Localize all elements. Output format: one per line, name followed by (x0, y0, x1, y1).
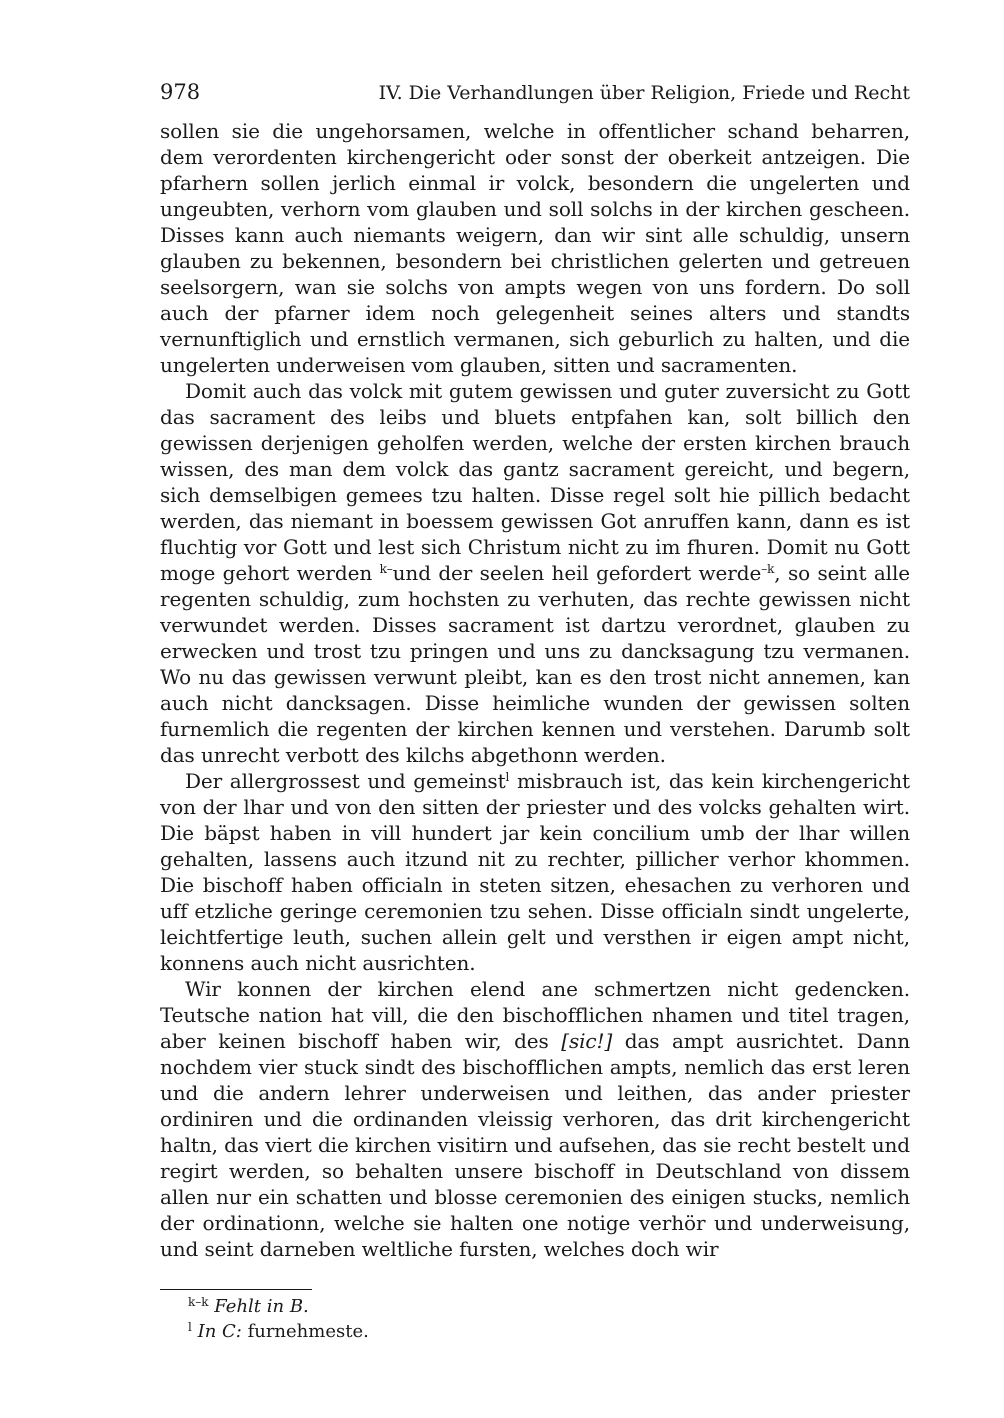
footnote-marker-l: l (505, 770, 510, 784)
footnote-divider (160, 1289, 312, 1290)
running-title: IV. Die Verhandlungen über Religion, Friede und Recht (378, 82, 910, 104)
footnote-marker-k-open: k– (379, 562, 393, 576)
page (160, 78, 910, 1344)
footnote-italic: Fehlt in B. (214, 1296, 309, 1317)
footnote-text: furnehmeste. (241, 1321, 369, 1342)
paragraph-text: Domit auch das volck mit gutem gewissen und guter zuversicht zu Gott das sacrament des leibs und bluets entpfahen kan, solt billich den gewissen derjenigen geholfen werden, welche der ersten kirchen brauch wissen, des man dem volck das gantz sacrament gereicht, und begern, sich demselbigen gemees tzu halten. Disse regel solt hie pillich bedacht werden, das niemant in boessem gewissen Got anruffen kann, dann es ist fluchtig vor Gott und lest sich Christum nicht zu im fhuren. Domit nu Gott moge gehort werden (160, 379, 910, 585)
footnote-l (188, 1319, 910, 1344)
main-text (160, 118, 910, 1262)
paragraph-3 (160, 768, 910, 976)
paragraph-text: Der allergrossest und gemeinst (185, 769, 506, 793)
running-head (160, 78, 910, 118)
paragraph-text: misbrauch ist, das kein kirchengericht von der lhar und von den sitten der priester und des volcks gehalten wirt. Die bäpst haben in vill hundert jar kein concilium umb der lhar willen gehalten, lassens auch itzund nit zu rechter, pillicher verhor khommen. Die bischoff haben officialn in steten sitzen, ehesachen zu verhoren und uff etzliche geringe ceremonien tzu sehen. Disse officialn sindt ungelerte, leichtfertige leuth, suchen allein gelt und versthen ir eigen ampt nicht, konnens auch nicht ausrichten. (160, 769, 910, 975)
footnote-italic: In C: (197, 1321, 242, 1342)
paragraph-2 (160, 378, 910, 768)
paragraph-4 (160, 976, 910, 1262)
footnote-mark: l (188, 1320, 192, 1334)
paragraph-1 (160, 118, 910, 378)
paragraph-text: und der seelen heil gefordert werde (392, 561, 762, 585)
page-number: 978 (160, 80, 201, 104)
footnotes (160, 1294, 910, 1344)
footnote-mark: k–k (188, 1295, 209, 1309)
paragraph-text: das ampt ausrichtet. Dann nochdem vier stuck sindt des bischofflichen ampts, nemlich das erst leren und die andern lehrer underweisen und leithen, das ander priester ordiniren und die ordinanden vleissig verhoren, das drit kirchengericht haltn, das viert die kirchen visitirn und aufsehen, das sie recht bestelt und regirt werden, so behalten unsere bischoff in Deutschland von dissem allen nur ein schatten und blosse ceremonien des einigen stucks, nemlich der ordinationn, welche sie halten one notige verhör und underweisung, und seint darneben weltliche fursten, welches doch wir (160, 1029, 910, 1261)
paragraph-text: Wir konnen der kirchen elend ane schmertzen nicht gedencken. Teutsche nation hat vill, die den bischofflichen nhamen und titel tragen, aber keinen bischoff haben wir, des (160, 977, 910, 1053)
sic-annotation: [sic!] (561, 1029, 613, 1053)
footnote-marker-k-close: –k (761, 562, 775, 576)
paragraph-text: , so seint alle regenten schuldig, zum hochsten zu verhuten, das rechte gewissen nicht verwundet werden. Disses sacrament ist dartzu verordnet, glauben zu erwecken und trost tzu pringen und uns zu dancksagung tzu vermanen. Wo nu das gewissen verwunt pleibt, kan es den trost nicht annemen, kan auch nicht dancksagen. Disse heimliche wunden der gewissen solten furnemlich die regenten der kirchen kennen und verstehen. Darumb solt das unrecht verbott des kilchs abgethonn werden. (160, 561, 911, 767)
paragraph-text: sollen sie die ungehorsamen, welche in offentlicher schand beharren, dem verordenten kirchengericht oder sonst der oberkeit antzeigen. Die pfarhern sollen jerlich einmal ir volck, besondern die ungelerten und ungeubten, verhorn vom glauben und soll solchs in der kirchen gescheen. Disses kann auch niemants weigern, dan wir sint alle schuldig, unsern glauben zu bekennen, besondern bei christlichen gelerten und getreuen seelsorgern, wan sie solchs von ampts wegen von uns fordern. Do soll auch der pfarner idem noch gelegenheit seines alters und standts vernunftiglich und ernstlich vermanen, sich geburlich zu halten, und die ungelerten underweisen vom glauben, sitten und sacramenten. (160, 119, 910, 377)
footnote-k (188, 1294, 910, 1319)
